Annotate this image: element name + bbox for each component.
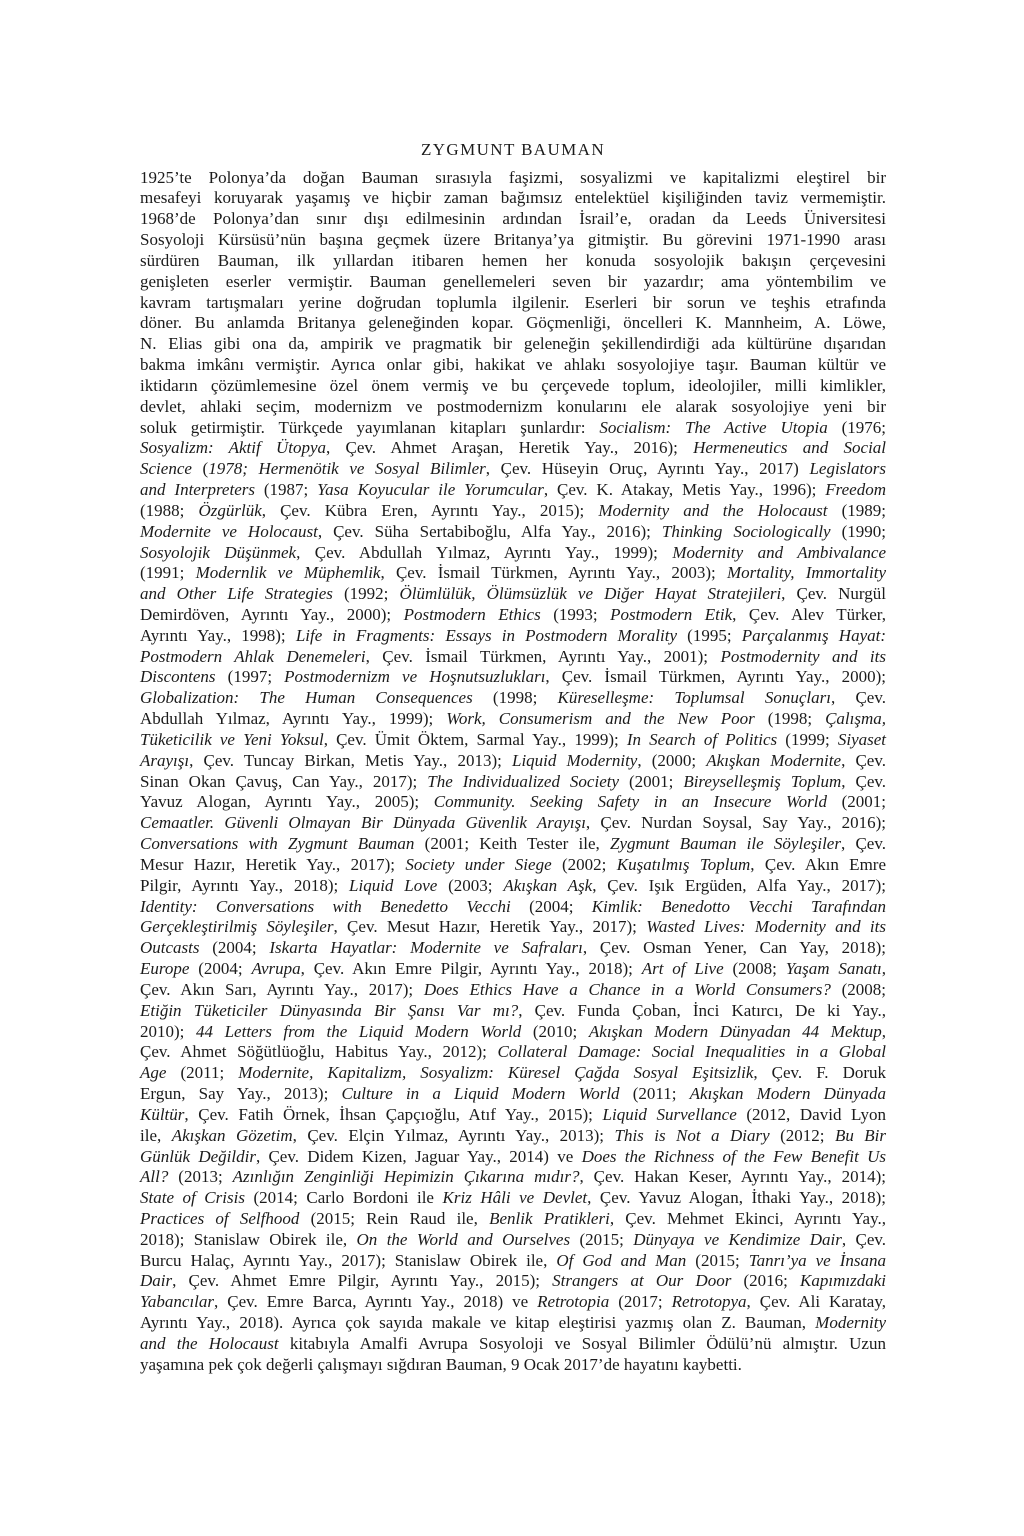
italic-book-title: The Individualized Society — [427, 771, 620, 791]
italic-book-title: Akışkan Modernite — [706, 750, 842, 770]
text-run: , Çev. Kübra Eren, Ayrıntı Yay., 2015); — [261, 500, 599, 520]
italic-book-title: Bu Bir — [834, 1125, 886, 1145]
italic-book-title: Europe — [140, 959, 190, 979]
text-run: 2018); Stanislaw Obirek ile, — [140, 1229, 357, 1249]
italic-book-title: Azınlığın Zenginliği Hepimizin Çıkarına mıdır? — [232, 1167, 580, 1187]
italic-book-title: This is Not a Diary — [614, 1125, 770, 1145]
text-line — [140, 980, 886, 1001]
text-run: Mesur Hazır, Heretik Yay., 2017); — [140, 854, 406, 874]
italic-book-title: Günlük Değildir — [140, 1146, 256, 1166]
italic-book-title: Conversations with Zygmunt Bauman — [140, 834, 415, 854]
italic-book-title: Strangers at Our Door — [552, 1271, 732, 1291]
text-line — [140, 751, 886, 772]
text-run: (1988; — [140, 500, 199, 520]
italic-book-title: In Search of Politics — [626, 729, 778, 749]
text-run: , Çev. — [840, 834, 886, 854]
text-run: , Çev. Mesut Hazır, Heretik Yay., 2017); — [333, 917, 647, 937]
text-line — [140, 772, 886, 793]
italic-book-title: Sosyalizm: Aktif Ütopya — [140, 438, 327, 458]
text-run: (2003; — [437, 875, 504, 895]
italic-book-title: Gerçekleştirilmiş Söyleşiler — [140, 917, 334, 937]
italic-book-title: Kapımızdaki — [800, 1271, 886, 1291]
italic-book-title: Sosyolojik Düşünmek — [140, 542, 297, 562]
italic-book-title: Tanrı’ya ve İnsana — [748, 1250, 886, 1270]
italic-book-title: Akışkan Modern Dünyadan 44 Mektup — [588, 1021, 882, 1041]
italic-book-title: Parçalanmış Hayat: — [741, 625, 886, 645]
text-line — [140, 584, 886, 605]
text-run: (1999; — [777, 729, 838, 749]
text-run: , Çev. Nurgül — [781, 584, 886, 604]
text-run: , (2000; — [637, 750, 707, 770]
italic-book-title: Kriz Hâli ve Devlet — [442, 1188, 588, 1208]
italic-book-title: Iskarta Hayatlar: Modernite ve Safraları — [269, 938, 583, 958]
italic-book-title: Ölümlülük, Ölümsüzlük ve Diğer Hayat Stratejileri — [399, 584, 782, 604]
italic-book-title: Collateral Damage: Social Inequalities in a Global — [497, 1042, 886, 1062]
text-run: , Çev. Tuncay Birkan, Metis Yay., 2013); — [189, 750, 512, 770]
italic-book-title: Age — [140, 1063, 167, 1083]
text-run: , Çev. — [830, 688, 886, 708]
text-line — [140, 897, 886, 918]
text-run: , Çev. Hüseyin Oruç, Ayrıntı Yay., 2017) — [485, 459, 810, 479]
italic-book-title: Socialism: The Active Utopia — [599, 417, 828, 437]
text-run: Demirdöven, Ayrıntı Yay., 2000); — [140, 604, 404, 624]
text-run: , Çev. Akın Emre Pilgir, Ayrıntı Yay., 2018); — [300, 959, 642, 979]
italic-book-title: 1978; Hermenötik ve Sosyal Bilimler — [208, 459, 486, 479]
italic-book-title: Does the Richness of the Few Benefit Us — [581, 1146, 886, 1166]
text-run: mesafeyi koruyarak yaşamış ve hiçbir zaman bağımsız entelektüel kişiliğinden taviz vermemiştir. — [140, 188, 886, 208]
text-line — [140, 667, 886, 688]
text-run: (2001; — [619, 771, 684, 791]
italic-book-title: Society under Siege — [405, 854, 552, 874]
text-run: , Çev. Osman Yener, Can Yay, 2018); — [582, 938, 887, 958]
text-run: , Çev. Ahmet Araşan, Heretik Yay., 2016); — [326, 438, 694, 458]
text-line — [140, 730, 886, 751]
text-run: (2012, David Lyon — [736, 1104, 887, 1124]
text-run: , Çev. İsmail Türkmen, Ayrıntı Yay., 2000); — [545, 667, 886, 687]
italic-book-title: Postmodern Ethics — [403, 604, 541, 624]
text-run: , Çev. Emre Barca, Ayrıntı Yay., 2018) ve — [214, 1292, 538, 1312]
text-run: (2013; — [168, 1167, 233, 1187]
italic-book-title: Zygmunt Bauman ile Söyleşiler — [610, 834, 841, 854]
text-run: (2017; — [609, 1292, 672, 1312]
text-line — [140, 688, 886, 709]
text-run: (2004; — [189, 959, 252, 979]
text-run: , Çev. İsmail Türkmen, Ayrıntı Yay., 2003); — [380, 563, 727, 583]
text-run: , Çev. — [841, 771, 887, 791]
text-line — [140, 1271, 886, 1292]
text-run: 1925’te Polonya’da doğan Bauman sırasıyla faşizmi, sosyalizmi ve kapitalizmi eleştirel bir — [140, 167, 886, 187]
text-run: , Çev. K. Atakay, Metis Yay., 1996); — [543, 480, 826, 500]
text-line — [140, 792, 886, 813]
text-run: Sosyoloji Kürsüsü’nün başına geçmek üzere Britanya’ya gitmiştir. Bu görevini 1971-1990 arası — [140, 230, 886, 250]
text-run: (2014; Carlo Bordoni ile — [244, 1188, 443, 1208]
text-line — [140, 272, 886, 293]
text-run: (1992; — [332, 584, 400, 604]
text-run: (1976; — [827, 417, 887, 437]
italic-book-title: Art of Live — [641, 959, 724, 979]
text-run: , Çev. — [841, 1229, 887, 1249]
text-line — [140, 522, 886, 543]
italic-book-title: Cemaatler. Güvenli Olmayan Bir Dünyada Güvenlik Arayışı — [140, 813, 586, 833]
text-line — [140, 626, 886, 647]
italic-book-title: and Interpreters — [140, 480, 255, 500]
italic-book-title: Outcasts — [140, 938, 200, 958]
italic-book-title: and Other Life Strategies — [140, 584, 333, 604]
text-line — [140, 293, 886, 314]
text-run: , — [881, 1021, 887, 1041]
italic-book-title: All? — [140, 1167, 169, 1187]
text-run: , Çev. — [841, 750, 886, 770]
italic-book-title: Modernity and Ambivalance — [672, 542, 886, 562]
text-run: , Çev. Didem Kizen, Jaguar Yay., 2014) ve — [255, 1146, 582, 1166]
text-line — [140, 1042, 886, 1063]
text-run: , Çev. F. Doruk — [753, 1063, 887, 1083]
text-line — [140, 355, 886, 376]
text-line — [140, 1188, 886, 1209]
italic-book-title: Tüketicilik ve Yeni Yoksul — [140, 729, 324, 749]
text-line — [140, 1292, 886, 1313]
italic-book-title: Life in Fragments: Essays in Postmodern Morality — [295, 625, 677, 645]
italic-book-title: Science — [140, 459, 192, 479]
italic-book-title: Modernity and the Holocaust — [598, 500, 828, 520]
text-line — [140, 438, 886, 459]
italic-book-title: Does Ethics Have a Chance in a World Consumers? — [423, 979, 831, 999]
text-run: , Çev. Yavuz Alogan, İthaki Yay., 2018); — [587, 1188, 886, 1208]
italic-book-title: Postmodernizm ve Hoşnutsuzlukları — [284, 667, 546, 687]
text-line — [140, 1230, 886, 1251]
text-line — [140, 1001, 886, 1022]
text-run: (2004; — [510, 896, 592, 916]
text-run: döner. Bu anlamda Britanya geleneğinden kopar. Göçmenliği, öncelleri K. Mannheim, A. Löwe, — [140, 313, 886, 333]
italic-book-title: Özgürlük — [198, 500, 262, 520]
text-line — [140, 397, 886, 418]
italic-book-title: Practices of Selfhood — [140, 1209, 300, 1228]
text-run: , Çev. Alev Türker, — [732, 604, 887, 624]
italic-book-title: Modernlik ve Müphemlik — [195, 563, 381, 583]
text-line — [140, 1063, 886, 1084]
italic-book-title: Arayışı — [140, 750, 190, 770]
italic-book-title: Hermeneutics and Social — [693, 438, 887, 458]
text-run: devlet, ahlaki seçim, modernizm ve postmodernizm konularını ele alarak sosyolojiye yeni bir — [140, 396, 886, 416]
text-run: Ayrıntı Yay., 2018). Ayrıca çok sayıda makale ve kitap eleştirisi yazmış olan Z. Bauman, — [140, 1313, 816, 1333]
text-line — [140, 1209, 886, 1230]
italic-book-title: On the World and Ourselves — [356, 1229, 571, 1249]
italic-book-title: Discontens — [140, 667, 216, 687]
text-run: (2015; Rein Raud ile, — [299, 1209, 490, 1228]
italic-book-title: Wasted Lives: Modernity and its — [646, 917, 886, 937]
text-run: , — [881, 959, 887, 979]
text-line — [140, 334, 886, 355]
text-run: (2015; — [570, 1229, 634, 1249]
text-run: Ayrıntı Yay., 1998); — [140, 625, 296, 645]
italic-book-title: Etiğin Tüketiciler Dünyasında Bir Şansı Var mı? — [140, 1000, 519, 1020]
italic-book-title: Retrotopia — [537, 1292, 610, 1312]
text-run: , Çev. Hakan Keser, Ayrıntı Yay., 2014); — [579, 1167, 886, 1187]
text-line — [140, 876, 886, 897]
biography-text — [140, 168, 886, 1376]
text-run: genişleten eserler vermiştir. Bauman genellemeleri seven bir yazardır; ama yöntembilim ve — [140, 271, 886, 291]
text-run: Sinan Okan Çavuş, Can Yay., 2017); — [140, 771, 428, 791]
text-line — [140, 1084, 886, 1105]
text-run: 1968’de Polonya’dan sınır dışı edilmesinin ardından İsrail’e, oradan da Leeds Üniversitesi — [140, 209, 886, 229]
text-run: (1989; — [827, 500, 886, 520]
text-line — [140, 917, 886, 938]
text-run: kitabıyla Amalfi Avrupa Sosyoloji ve Sosyal Bilimler Ödülü’nü almıştır. Uzun — [278, 1333, 886, 1353]
text-run: , Çev. Ümit Öktem, Sarmal Yay., 1999); — [323, 729, 627, 749]
text-run: (2016; — [731, 1271, 801, 1291]
text-line — [140, 563, 886, 584]
text-run: Pilgir, Ayrıntı Yay., 2018); — [140, 875, 350, 895]
text-run: sürdüren Bauman, ilk yıllardan itibaren hemen her konuda sosyolojik bakışın çerçevesini — [140, 250, 886, 270]
text-run: , Çev. İsmail Türkmen, Ayrıntı Yay., 2001); — [365, 646, 721, 666]
text-run: , Çev. Fatih Örnek, İhsan Çapçıoğlu, Atıf Yay., 2015); — [184, 1104, 603, 1124]
italic-book-title: Of God and Man — [556, 1250, 687, 1270]
text-run: (1998; — [472, 688, 558, 708]
text-run: , Çev. Abdullah Yılmaz, Ayrıntı Yay., 1999); — [296, 542, 673, 562]
text-run: , Çev. Nurdan Soysal, Say Yay., 2016); — [585, 813, 886, 833]
text-line — [140, 1313, 886, 1334]
italic-book-title: Siyaset — [837, 729, 886, 749]
text-line — [140, 480, 886, 501]
text-line — [140, 376, 886, 397]
text-line — [140, 1334, 886, 1355]
text-line — [140, 543, 886, 564]
text-run: Burcu Halaç, Ayrıntı Yay., 2017); Stanislaw Obirek ile, — [140, 1250, 557, 1270]
text-run: soluk getirmiştir. Türkçede yayımlanan kitapları şunlardır: — [140, 417, 600, 437]
italic-book-title: Akışkan Aşk — [503, 875, 593, 895]
italic-book-title: Postmodernity and its — [720, 646, 886, 666]
text-line — [140, 1167, 886, 1188]
text-run: kavram tartışmaları yerine doğrudan toplumla ilgilenir. Eserleri bir sorun ve teşhis etrafında — [140, 292, 886, 312]
text-run: Ergun, Say Yay., 2013); — [140, 1084, 342, 1104]
text-run: Abdullah Yılmaz, Ayrıntı Yay., 1999); — [140, 709, 447, 729]
text-run: (2008; — [723, 959, 786, 979]
text-run: , Çev. Mehmet Ekinci, Ayrıntı Yay., — [609, 1209, 886, 1228]
text-line — [140, 959, 886, 980]
text-run: (1995; — [677, 625, 742, 645]
italic-book-title: Kimlik: Benedotto Vecchi Tarafından — [591, 896, 886, 916]
italic-book-title: Dünyaya ve Kendimize Dair — [633, 1229, 842, 1249]
text-line — [140, 938, 886, 959]
text-run: (1987; — [254, 480, 318, 500]
italic-book-title: Modernite, Kapitalizm, Sosyalizm: Küresel Çağda Sosyal Eşitsizlik — [238, 1063, 754, 1083]
text-run: (1998; — [754, 709, 826, 729]
text-run: , Çev. Ahmet Emre Pilgir, Ayrıntı Yay., 2015); — [172, 1271, 553, 1291]
text-line — [140, 1105, 886, 1126]
text-run: (2001; — [826, 792, 887, 812]
text-line — [140, 834, 886, 855]
italic-book-title: 44 Letters from the Liquid Modern World — [196, 1021, 522, 1041]
text-run: (1991; — [140, 563, 196, 583]
italic-book-title: Liquid Survellance — [602, 1104, 737, 1124]
italic-book-title: Mortality, Immortality — [726, 563, 886, 583]
italic-book-title: Liquid Modernity — [511, 750, 638, 770]
italic-book-title: Liquid Love — [349, 875, 438, 895]
italic-book-title: Dair — [140, 1271, 173, 1291]
text-run: , Çev. Işık Ergüden, Alfa Yay., 2017); — [592, 875, 886, 895]
italic-book-title: Yaşam Sanatı — [785, 959, 882, 979]
text-line — [140, 209, 886, 230]
text-run: (2004; — [199, 938, 270, 958]
text-line — [140, 1251, 886, 1272]
text-run: ile, — [140, 1125, 172, 1145]
italic-book-title: Bireyselleşmiş Toplum — [683, 771, 842, 791]
text-line — [140, 459, 886, 480]
italic-book-title: Kuşatılmış Toplum — [616, 854, 751, 874]
text-run: , Çev. Elçin Yılmaz, Ayrıntı Yay., 2013); — [292, 1125, 615, 1145]
text-line — [140, 188, 886, 209]
text-run: (2010; — [521, 1021, 589, 1041]
text-run: (2011; — [619, 1084, 690, 1104]
italic-book-title: Modernity — [815, 1313, 886, 1333]
text-line — [140, 313, 886, 334]
text-run: , Çev. Süha Sertabiboğlu, Alfa Yay., 2016); — [317, 521, 662, 541]
text-run: , Çev. Funda Çoban, İnci Katırcı, De ki Yay., — [518, 1000, 886, 1020]
italic-book-title: Küreselleşme: Toplumsal Sonuçları — [557, 688, 831, 708]
italic-book-title: Akışkan Modern Dünyada — [689, 1084, 886, 1104]
italic-book-title: Yasa Koyucular ile Yorumcular — [317, 480, 544, 500]
text-run: (2012; — [769, 1125, 835, 1145]
text-line — [140, 1355, 886, 1376]
italic-book-title: Modernite ve Holocaust — [140, 521, 318, 541]
text-run: Çev. Ahmet Söğütlüoğlu, Habitus Yay., 2012); — [140, 1042, 498, 1062]
italic-book-title: Culture in a Liquid Modern World — [341, 1084, 620, 1104]
italic-book-title: Akışkan Gözetim — [171, 1125, 293, 1145]
text-line — [140, 168, 886, 189]
italic-book-title: Çalışma, — [825, 709, 886, 729]
text-line — [140, 813, 886, 834]
italic-book-title: Retrotopya — [671, 1292, 747, 1312]
text-run: (2011; — [166, 1063, 239, 1083]
text-run: 2010); — [140, 1021, 196, 1041]
text-run: (2001; Keith Tester ile, — [414, 834, 611, 854]
text-run: bakma imkânı vermiştir. Ayrıca onlar gibi, hakikat ve ahlakı sosyolojiye taşır. Bauman kültür ve — [140, 355, 886, 375]
italic-book-title: Yabancılar — [140, 1292, 215, 1312]
italic-book-title: and the Holocaust — [140, 1333, 279, 1353]
italic-book-title: Benlik Pratikleri — [489, 1209, 610, 1228]
text-run: iktidarın çözümlemesine özel önem vermiş ve bu çerçevede toplum, ideolojiler, milli kimlikler, — [140, 375, 886, 395]
text-line — [140, 855, 886, 876]
text-line — [140, 1022, 886, 1043]
italic-book-title: Postmodern Etik — [610, 604, 733, 624]
text-line — [140, 251, 886, 272]
text-run: N. Elias gibi ona da, ampirik ve pragmatik bir geleneğin şekillendirdiği ada kültürüne dışarıdan — [140, 334, 886, 354]
text-run: , Çev. Akın Emre — [750, 854, 886, 874]
italic-book-title: Thinking Sociologically — [661, 521, 831, 541]
text-run: (2015; — [686, 1250, 749, 1270]
text-line — [140, 501, 886, 522]
text-line — [140, 418, 886, 439]
text-run: (1993; — [540, 604, 611, 624]
italic-book-title: Avrupa — [251, 959, 301, 979]
text-run: (1990; — [830, 521, 886, 541]
text-run: (2008; — [830, 979, 886, 999]
text-run: (2002; — [551, 854, 617, 874]
italic-book-title: Freedom — [825, 480, 886, 500]
text-run: ( — [191, 459, 209, 479]
italic-book-title: State of Crisis — [140, 1188, 245, 1208]
page-title: ZYGMUNT BAUMAN — [420, 140, 606, 159]
italic-book-title: Kültür — [140, 1104, 185, 1124]
text-run: (1997; — [215, 667, 285, 687]
italic-book-title: Work, Consumerism and the New Poor — [446, 709, 755, 729]
italic-book-title: Globalization: The Human Consequences — [140, 688, 473, 708]
text-run: , Çev. Ali Karatay, — [746, 1292, 886, 1312]
italic-book-title: Identity: Conversations with Benedetto Vecchi — [140, 896, 511, 916]
text-line — [140, 1126, 886, 1147]
text-line — [140, 605, 886, 626]
text-line — [140, 230, 886, 251]
text-line — [140, 709, 886, 730]
italic-book-title: Community. Seeking Safety in an Insecure World — [433, 792, 827, 812]
text-line — [140, 1147, 886, 1168]
text-run: Çev. Akın Sarı, Ayrıntı Yay., 2017); — [140, 979, 424, 999]
italic-book-title: Postmodern Ahlak Denemeleri — [140, 646, 366, 666]
italic-book-title: Legislators — [809, 459, 886, 479]
text-run: yaşamına pek çok değerli çalışmayı sığdıran Bauman, 9 Ocak 2017’de hayatını kaybetti. — [140, 1354, 742, 1374]
text-line — [140, 647, 886, 668]
text-run: Yavuz Alogan, Ayrıntı Yay., 2005); — [140, 792, 434, 812]
